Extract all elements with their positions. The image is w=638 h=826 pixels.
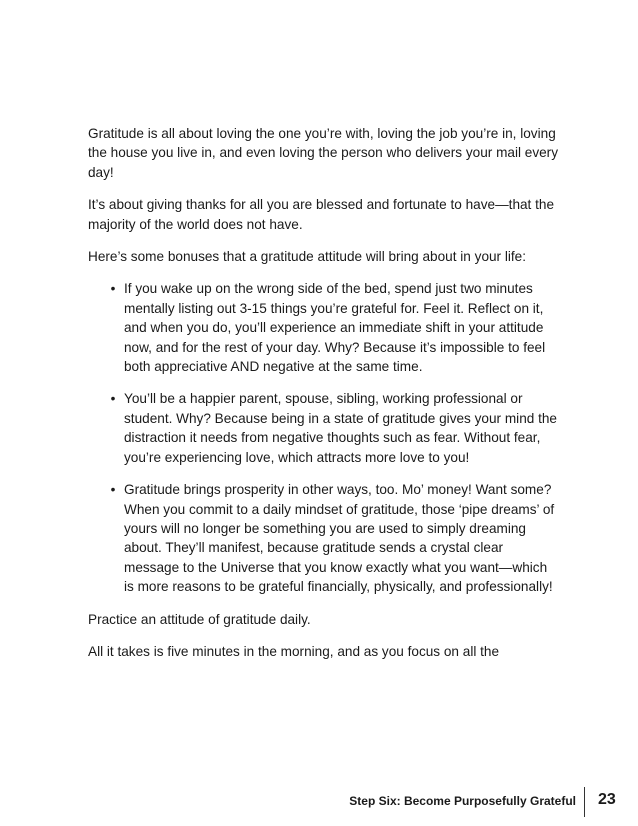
paragraph: All it takes is five minutes in the morning, and as you focus on all the <box>88 643 500 659</box>
list-item-text: You’ll be a happier parent, spouse, sibling, working professional or student. Why? Because being in a state of gratitude gives your mind the distraction it needs from negative thoughts such as fear. Without fear, you’re experiencing love, which attracts more love to you! <box>124 391 557 465</box>
paragraph: Here’s some bonuses that a gratitude attitude will bring about in your life: <box>88 249 527 265</box>
page-footer <box>0 787 638 817</box>
bullet-icon: • <box>110 391 116 407</box>
paragraph: It’s about giving thanks for all you are blessed and fortunate to have—that the majority of the world does not have. <box>88 197 555 232</box>
list-item <box>88 480 558 596</box>
list-item <box>88 279 558 376</box>
page-body <box>88 124 558 674</box>
footer-divider <box>584 787 585 817</box>
page-number: 23 <box>598 791 616 808</box>
list-item-text: Gratitude brings prosperity in other ways, too. Mo’ money! Want some? When you commit to a daily mindset of gratitude, those ‘pipe dreams’ of yours will no longer be something you are used to simply dreaming about. They’ll manifest, because gratitude sends a crystal clear message to the Universe that you know exactly what you want—which is more reasons to be grateful financially, physically, and professionally! <box>124 482 555 595</box>
bullet-icon: • <box>110 482 116 498</box>
paragraph: Practice an attitude of gratitude daily. <box>88 611 311 627</box>
paragraph: Gratitude is all about loving the one you’re with, loving the job you’re in, loving the house you live in, and even loving the person who delivers your mail every day! <box>88 126 559 180</box>
bullet-icon: • <box>110 281 116 297</box>
chapter-title: Step Six: Become Purposefully Grateful <box>349 794 576 808</box>
list-item <box>88 389 558 467</box>
list-item-text: If you wake up on the wrong side of the bed, spend just two minutes mentally listing out 3-15 things you’re grateful for. Feel it. Reflect on it, and when you do, you’ll experience an immediate shift in your attitude now, and for the rest of your day. Why? Because it’s impossible to feel both appreciative AND negative at the same time. <box>124 281 546 375</box>
bullet-list <box>88 279 558 596</box>
